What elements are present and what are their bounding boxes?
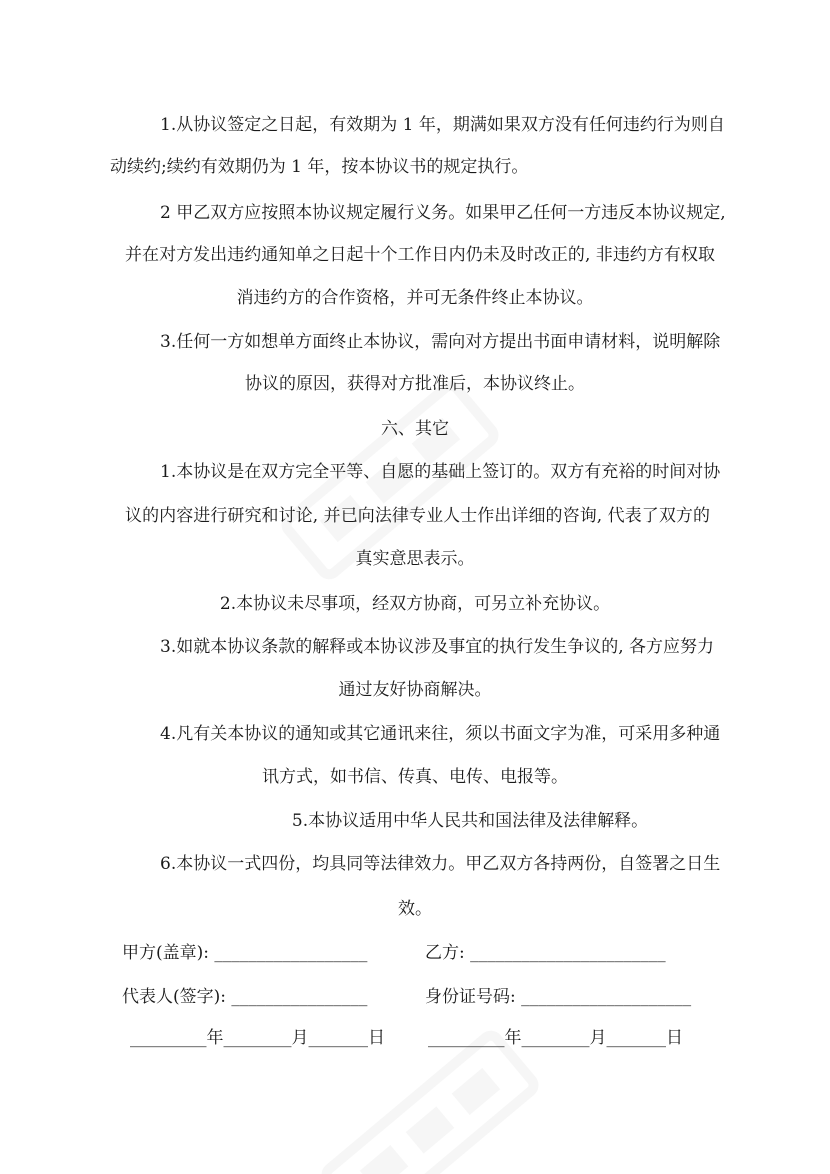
other-item6-line1: 6.本协议一式四份，均具同等法律效力。甲乙双方各持两份，自签署之日生 bbox=[160, 854, 721, 874]
term-para1-line2: 动续约;续约有效期仍为 1 年，按本协议书的规定执行。 bbox=[110, 157, 529, 177]
other-item4-line1: 4.凡有关本协议的通知或其它通讯来往，须以书面文字为准，可采用多种通 bbox=[160, 724, 721, 744]
other-item1-line1: 1.本协议是在双方完全平等、自愿的基础上签订的。双方有充裕的时间对协 bbox=[160, 462, 721, 482]
other-item2-line1: 2.本协议未尽事项，经双方协商，可另立补充协议。 bbox=[219, 594, 611, 614]
other-item1-line3: 真实意思表示。 bbox=[355, 549, 475, 569]
other-item3-line2: 通过友好协商解决。 bbox=[338, 680, 492, 700]
section-heading-other: 六、其它 bbox=[381, 419, 449, 439]
id-number-field[interactable]: 身份证号码: ____________________ bbox=[425, 987, 692, 1007]
term-para2-line2: 并在对方发出违约通知单之日起十个工作日内仍未及时改正的, 非违约方有权取 bbox=[125, 245, 715, 265]
other-item5-line1: 5.本协议适用中华人民共和国法律及法律解释。 bbox=[291, 811, 649, 831]
party-a-seal-field[interactable]: 甲方(盖章): __________________ bbox=[122, 943, 368, 963]
party-a-date-field[interactable]: _________年________月_______日 bbox=[130, 1028, 385, 1048]
term-para3-line1: 3.任何一方如想单方面终止本协议，需向对方提出书面申请材料，说明解除 bbox=[160, 332, 721, 352]
other-item6-line2: 效。 bbox=[398, 899, 432, 919]
other-item4-line2: 讯方式，如书信、传真、电传、电报等。 bbox=[262, 767, 568, 787]
party-b-date-field[interactable]: _________年________月_______日 bbox=[428, 1028, 683, 1048]
term-para2-line1: 2 甲乙双方应按照本协议规定履行义务。如果甲乙任何一方违反本协议规定, bbox=[160, 203, 726, 223]
party-b-field[interactable]: 乙方: _______________________ bbox=[425, 943, 666, 963]
term-para1-line1: 1.从协议签定之日起，有效期为 1 年，期满如果双方没有任何违约行为则自 bbox=[160, 115, 725, 135]
term-para3-line2: 协议的原因，获得对方批准后，本协议终止。 bbox=[245, 374, 585, 394]
representative-signature-field[interactable]: 代表人(签字): ________________ bbox=[122, 987, 368, 1007]
other-item3-line1: 3.如就本协议条款的解释或本协议涉及事宜的执行发生争议的, 各方应努力 bbox=[160, 637, 715, 657]
other-item1-line2: 议的内容进行研究和讨论, 并已向法律专业人士作出详细的咨询, 代表了双方的 bbox=[125, 506, 710, 526]
term-para2-line3: 消违约方的合作资格，并可无条件终止本协议。 bbox=[236, 288, 594, 308]
